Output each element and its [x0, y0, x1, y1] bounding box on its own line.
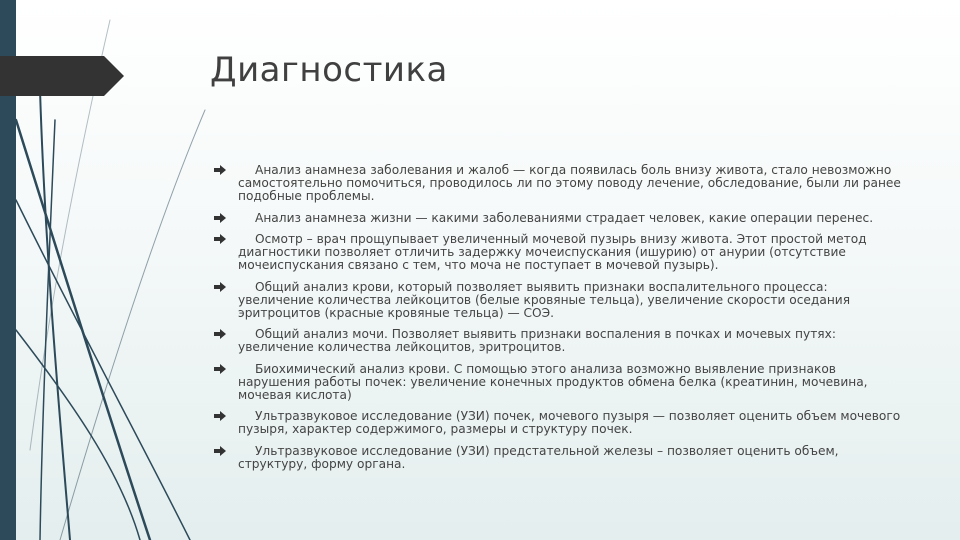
right-arrow-icon — [214, 165, 226, 175]
bullet-item — [214, 281, 904, 320]
bullet-text: Общий анализ крови, который позволяет выявить признаки воспалительного процесса: увеличение количества лейкоцитов (белые кровяные тельца), увеличение скорости оседания эритроцитов (красные кровяные тельца) — СОЭ. — [238, 279, 851, 320]
bullet-item — [214, 233, 904, 272]
bullet-item — [214, 410, 904, 436]
right-arrow-icon — [214, 364, 226, 374]
right-arrow-icon — [214, 411, 226, 421]
title-tab-shape — [0, 56, 124, 96]
right-arrow-icon — [214, 329, 226, 339]
bullet-item — [214, 445, 904, 471]
right-arrow-icon — [214, 282, 226, 292]
bullet-text: Осмотр – врач прощупывает увеличенный мочевой пузырь внизу живота. Этот простой метод диагностики позволяет отличить задержку мочеиспускания (ишурию) от анурии (отсутствие мочеиспускания связано с тем, что моча не поступает в мочевой пузырь). — [238, 232, 867, 272]
bullet-text: Общий анализ мочи. Позволяет выявить признаки воспаления в почках и мочевых путях: увеличение количества лейкоцитов, эритроцитов. — [238, 327, 836, 354]
bullet-item — [214, 363, 904, 402]
right-arrow-icon — [214, 446, 226, 456]
bullet-item — [214, 328, 904, 354]
bullet-text: Биохимический анализ крови. С помощью этого анализа возможно выявление признаков нарушения работы почек: увеличение конечных продуктов обмена белка (креатинин, мочевина, мочевая кислота) — [238, 361, 868, 402]
bullet-text: Анализ анамнеза заболевания и жалоб — когда появилась боль внизу живота, стало невозможно самостоятельно помочиться, проводилось ли по этому поводу лечение, обследование, были ли ранее подобные проблемы. — [238, 163, 901, 203]
bullet-item — [214, 164, 904, 203]
right-arrow-icon — [214, 234, 226, 244]
slide-title: Диагностика — [210, 50, 448, 90]
bullet-text: Анализ анамнеза жизни — какими заболеваниями страдает человек, какие операции перенес. — [255, 210, 874, 225]
bullet-text: Ультразвуковое исследование (УЗИ) почек, мочевого пузыря — позволяет оценить объем мочевого пузыря, характер содержимого, размеры и структуру почек. — [238, 409, 901, 436]
right-arrow-icon — [214, 213, 226, 223]
bullet-text: Ультразвуковое исследование (УЗИ) предстательной железы – позволяет оценить объем, структуру, форму органа. — [238, 443, 839, 471]
bullet-list — [214, 164, 904, 479]
bullet-item — [214, 212, 904, 225]
